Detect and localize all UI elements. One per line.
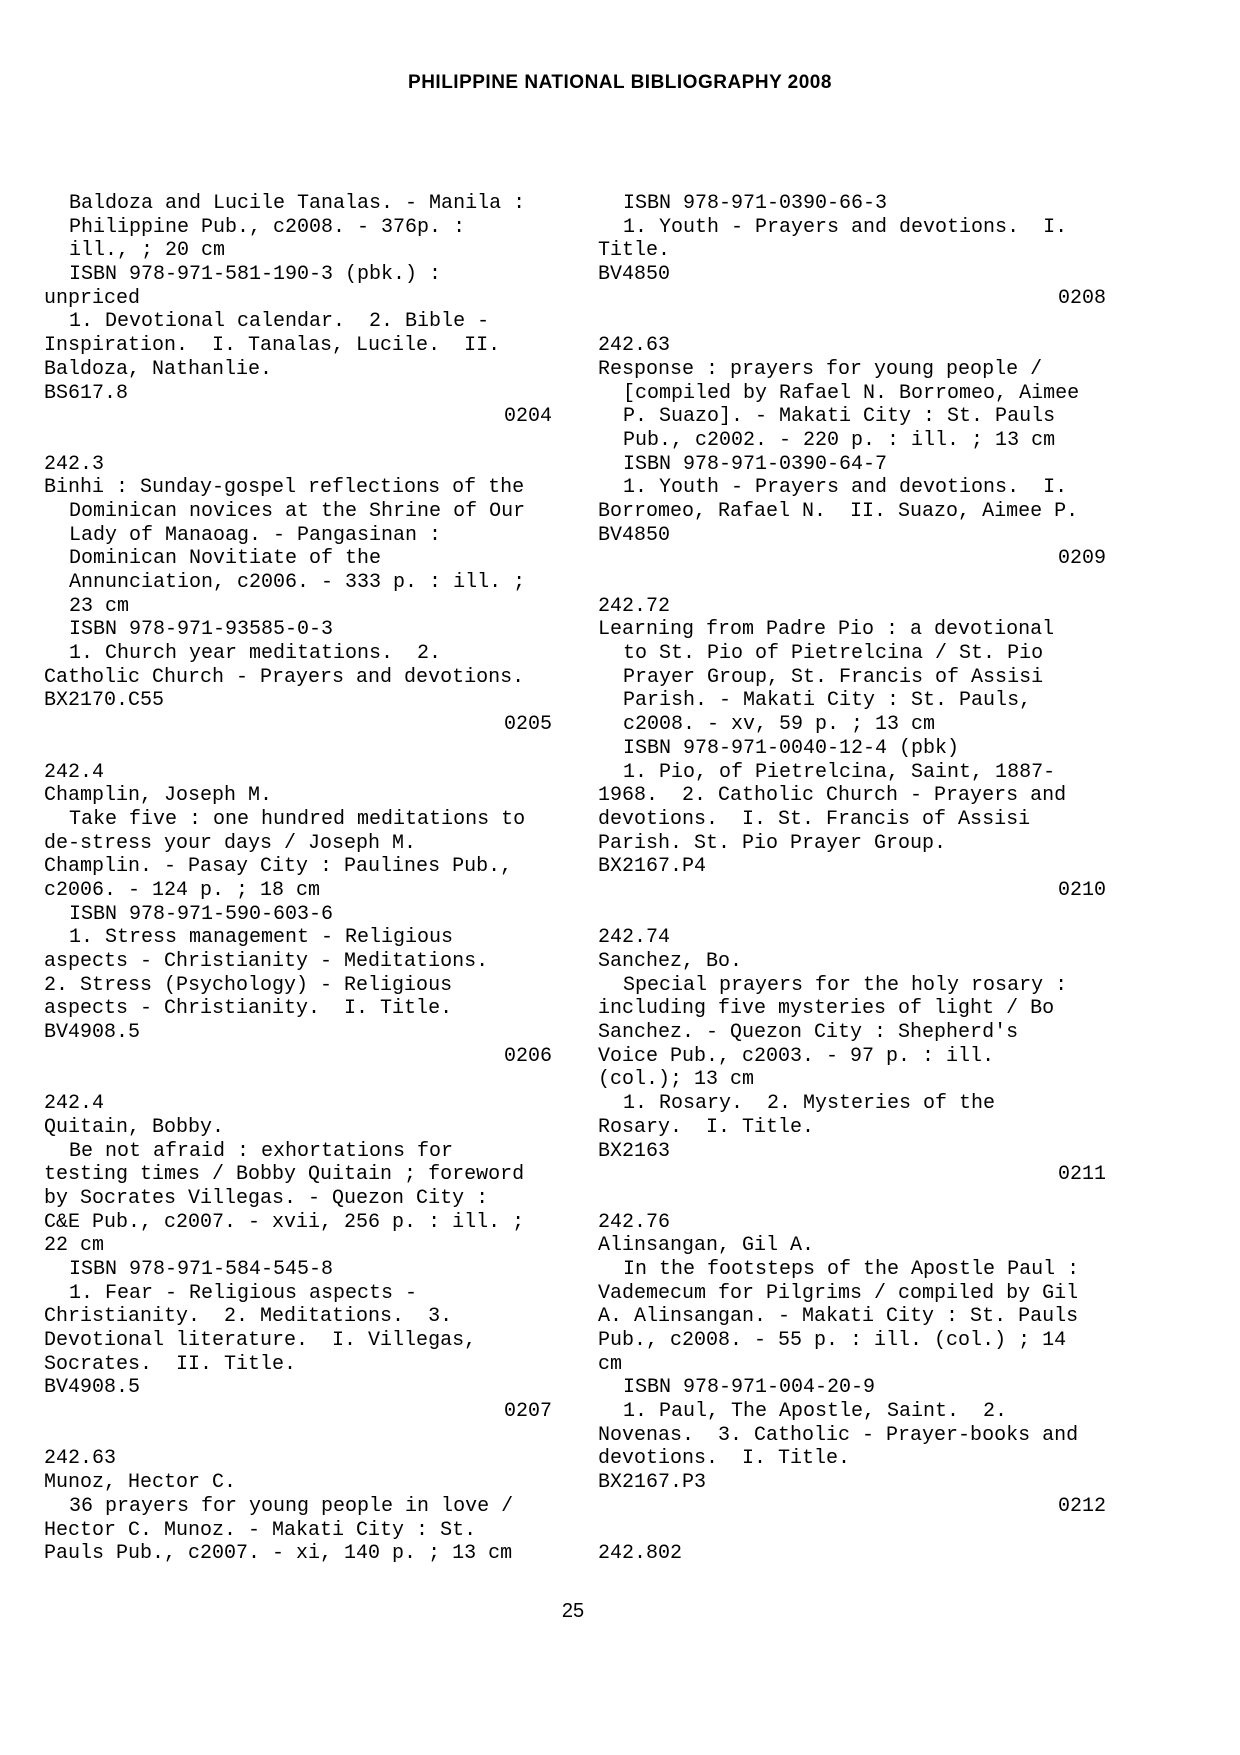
text-line: Borromeo, Rafael N. II. Suazo, Aimee P. [598,499,1079,523]
text-line: Sanchez, Bo. [598,950,743,973]
text-line: 242.63 [44,1447,117,1471]
text-line: to St. Pio of Pietrelcina / St. Pio [623,642,1044,666]
text-line: C&E Pub., c2007. - xvii, 256 p. : ill. ; [44,1210,525,1234]
text-line: Learning from Padre Pio : a devotional [598,618,1055,642]
text-line: Voice Pub., c2003. - 97 p. : ill. [598,1044,995,1068]
record-number: 0207 [503,1400,552,1424]
text-line: aspects - Christianity - Meditations. [44,950,489,973]
text-line: c2008. - xv, 59 p. ; 13 cm [623,713,936,737]
text-line: ill., ; 20 cm [69,239,226,263]
text-line: P. Suazo]. - Makati City : St. Pauls [623,405,1056,429]
text-line [44,737,552,761]
record-number: 0211 [1057,1163,1106,1187]
text-line: A. Alinsangan. - Makati City : St. Pauls [598,1305,1079,1329]
record-number: 0208 [1057,286,1106,310]
text-line: [compiled by Rafael N. Borromeo, Aimee [623,381,1080,405]
text-line: by Socrates Villegas. - Quezon City : [44,1186,489,1210]
text-line: BX2170.C55 [44,689,165,713]
text-line: Dominican novices at the Shrine of Our [69,499,526,523]
text-line: Take five : one hundred meditations to [69,807,526,831]
record-number: 0210 [1057,878,1106,902]
text-line: Munoz, Hector C. [44,1471,237,1495]
text-line: Philippine Pub., c2008. - 376p. : [69,215,466,239]
text-line: BX2167.P4 [598,855,707,879]
text-line [598,903,1106,927]
record-number: 0212 [1057,1494,1106,1518]
text-line: ISBN 978-971-581-190-3 (pbk.) : [69,263,442,287]
text-line: testing times / Bobby Quitain ; foreword [44,1163,525,1187]
text-line: devotions. I. St. Francis of Assisi [598,807,1031,831]
record-number: 0209 [1057,547,1106,571]
text-line: Dominican Novitiate of the [69,547,382,571]
text-line: aspects - Christianity. I. Title. [44,997,453,1021]
text-line [598,571,1106,595]
text-line: Sanchez. - Quezon City : Shepherd's [598,1021,1019,1045]
text-line: ISBN 978-971-0390-64-7 [623,452,888,476]
text-line [598,310,1106,334]
record-number: 0206 [503,1044,552,1068]
text-line: Inspiration. I. Tanalas, Lucile. II. [44,334,501,358]
text-line: ISBN 978-971-004-20-9 [623,1376,876,1400]
text-line: BX2167.P3 [598,1471,707,1495]
text-line: 1. Fear - Religious aspects - [69,1281,418,1305]
text-line: (col.); 13 cm [598,1068,755,1092]
text-line [44,429,552,453]
text-line: cm [598,1352,623,1376]
text-line: Parish. St. Pio Prayer Group. [598,831,947,855]
text-line: Baldoza, Nathanlie. [44,357,273,381]
text-line: Response : prayers for young people / [598,357,1043,381]
text-line: 242.4 [44,760,105,784]
text-line: 1. Devotional calendar. 2. Bible - [69,310,490,334]
text-line: Title. [598,239,671,263]
text-line: Parish. - Makati City : St. Pauls, [623,689,1032,713]
text-line: 1. Youth - Prayers and devotions. I. [623,476,1068,500]
text-line: BV4908.5 [44,1376,141,1400]
text-line: c2006. - 124 p. ; 18 cm [44,878,321,902]
text-line: BS617.8 [44,381,129,405]
text-line: Be not afraid : exhortations for [69,1139,454,1163]
text-line: Pauls Pub., c2007. - xi, 140 p. ; 13 cm [44,1542,513,1566]
text-line: Devotional literature. I. Villegas, [44,1329,477,1352]
text-line: Special prayers for the holy rosary : [623,973,1068,997]
text-line: Pub., c2002. - 220 p. : ill. ; 13 cm [623,428,1056,452]
text-line: 242.72 [598,594,671,618]
text-line: Prayer Group, St. Francis of Assisi [623,665,1044,689]
page-header: PHILIPPINE NATIONAL BIBLIOGRAPHY 2008 [408,72,832,93]
record-number: 0204 [503,405,552,429]
text-line: 1. Church year meditations. 2. [69,642,442,666]
text-line [598,1187,1106,1211]
text-line: unpriced [44,286,141,310]
text-line: BV4908.5 [44,1021,141,1045]
text-line: 242.74 [598,926,671,950]
text-line: ISBN 978-971-93585-0-3 [69,618,334,642]
text-line: 36 prayers for young people in love / [69,1494,514,1518]
record-number: 0205 [503,713,552,737]
text-line: BV4850 [598,263,671,287]
text-line: 23 cm [69,594,130,618]
text-line: Socrates. II. Title. [44,1352,297,1376]
text-line: Hector C. Munoz. - Makati City : St. [44,1518,477,1542]
text-line: de-stress your days / Joseph M. [44,831,417,855]
text-line: Champlin, Joseph M. [44,784,273,808]
text-line: ISBN 978-971-0040-12-4 (pbk) [623,736,960,760]
right-column [598,192,1106,1566]
text-line: Catholic Church - Prayers and devotions. [44,665,525,689]
page-number: 25 [561,1600,585,1622]
text-line: devotions. I. Title. [598,1447,851,1471]
text-line [44,1068,552,1092]
text-line: Alinsangan, Gil A. [598,1234,815,1258]
text-line: Champlin. - Pasay City : Paulines Pub., [44,855,513,879]
text-line: In the footsteps of the Apostle Paul : [623,1257,1080,1281]
text-line [598,1519,1106,1543]
text-line: Vademecum for Pilgrims / compiled by Gil [598,1281,1079,1305]
text-line: Rosary. I. Title. [598,1115,815,1139]
text-line: 2. Stress (Psychology) - Religious [44,973,453,997]
text-line: Pub., c2008. - 55 p. : ill. (col.) ; 14 [598,1329,1067,1352]
text-line: BX2163 [598,1139,671,1163]
text-line: ISBN 978-971-590-603-6 [69,902,334,926]
text-line: 242.63 [598,334,671,358]
text-line: 22 cm [44,1234,105,1258]
text-line: 242.4 [44,1092,105,1116]
text-line: 1968. 2. Catholic Church - Prayers and [598,784,1067,808]
text-line: ISBN 978-971-0390-66-3 [623,192,888,215]
text-line: 1. Rosary. 2. Mysteries of the [623,1092,996,1116]
text-line: Annunciation, c2006. - 333 p. : ill. ; [69,571,526,594]
text-line: ISBN 978-971-584-545-8 [69,1257,334,1281]
text-line: BV4850 [598,523,671,547]
text-line [44,1424,552,1448]
text-line: 242.802 [598,1542,683,1566]
text-line: Christianity. 2. Meditations. 3. [44,1305,453,1329]
text-line: Lady of Manaoag. - Pangasinan : [69,523,442,547]
text-line: 242.76 [598,1210,671,1234]
text-line: 242.3 [44,452,105,476]
text-line: including five mysteries of light / Bo [598,997,1055,1021]
text-line: Quitain, Bobby. [44,1115,225,1139]
text-line: Binhi : Sunday-gospel reflections of the [44,476,525,500]
text-line: Novenas. 3. Catholic - Prayer-books and [598,1423,1079,1447]
text-line: 1. Pio, of Pietrelcina, Saint, 1887- [623,760,1056,784]
text-line: Baldoza and Lucile Tanalas. - Manila : [69,192,526,215]
left-column [44,192,552,1566]
text-line: 1. Youth - Prayers and devotions. I. [623,215,1068,239]
text-line: 1. Paul, The Apostle, Saint. 2. [623,1400,1008,1424]
text-line: 1. Stress management - Religious [69,926,454,950]
